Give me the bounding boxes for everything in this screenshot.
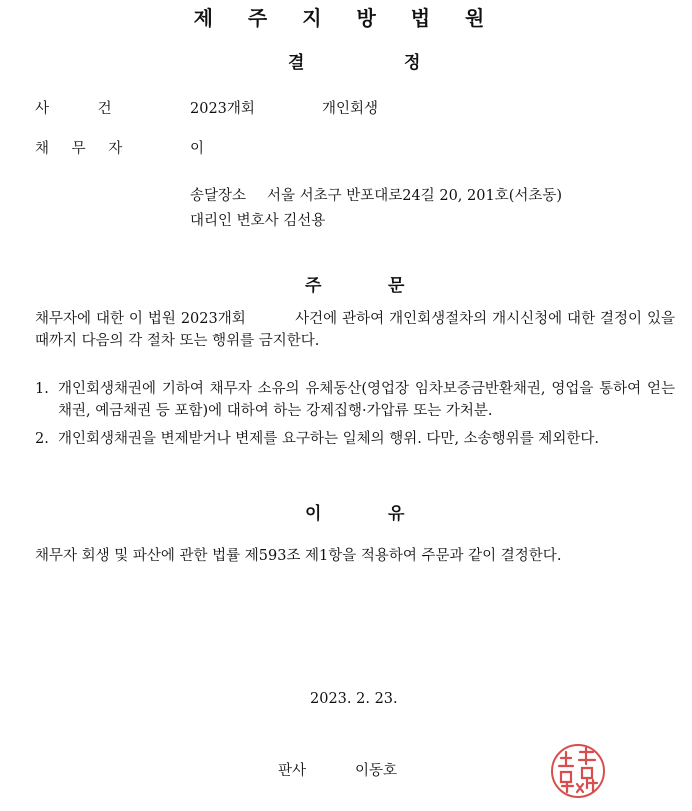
order-heading-left: 주 — [305, 276, 322, 296]
doc-title-left: 결 — [288, 53, 305, 73]
debtor-name: 이 — [190, 141, 205, 157]
case-name: 개인회생 — [322, 101, 379, 117]
order-heading-right: 문 — [388, 276, 405, 296]
order-paragraph: 채무자에 대한 이 법원 2023개회 사건에 관하여 개인회생절차의 개시신청에 대한 결정이 있을 때까지 다음의 각 절차 또는 행위를 금지한다. — [35, 311, 680, 349]
order-item-1-text: 개인회생채권에 기하여 채무자 소유의 유체동산(영업장 임차보증금반환채권, 영업을 통하여 얻는 채권, 예금채권 등 포함)에 대하여 하는 강제집행·가압류 또는 가처분. — [58, 381, 675, 419]
order-item-1 — [35, 378, 675, 422]
order-item-2 — [35, 428, 675, 450]
address-value: 서울 서초구 반포대로24길 20, 201호(서초동) — [267, 188, 563, 204]
case-label: 사 건 — [35, 101, 112, 117]
reason-heading-left: 이 — [305, 504, 322, 524]
agent-line: 대리인 변호사 김선용 — [190, 213, 326, 229]
reason-heading-right: 유 — [388, 504, 405, 524]
judge-name: 이동호 — [355, 763, 398, 779]
decision-date: 2023. 2. 23. — [310, 691, 398, 707]
judge-title: 판사 — [278, 763, 307, 779]
judge-seal-stamp — [547, 738, 609, 800]
reason-paragraph: 채무자 회생 및 파산에 관한 법률 제593조 제1항을 적용하여 주문과 같이 결정한다. — [35, 548, 562, 564]
address-label: 송달장소 — [190, 188, 247, 204]
order-item-2-number: 2. — [35, 431, 49, 447]
doc-title-right: 정 — [404, 53, 421, 73]
order-item-2-text: 개인회생채권을 변제받거나 변제를 요구하는 일체의 행위. 다만, 소송행위를 제외한다. — [58, 431, 599, 447]
debtor-label: 채 무 자 — [35, 141, 123, 157]
case-number: 2023개회 — [190, 101, 255, 117]
court-name: 제 주 지 방 법 원 — [193, 6, 499, 30]
order-item-1-number: 1. — [35, 381, 49, 397]
